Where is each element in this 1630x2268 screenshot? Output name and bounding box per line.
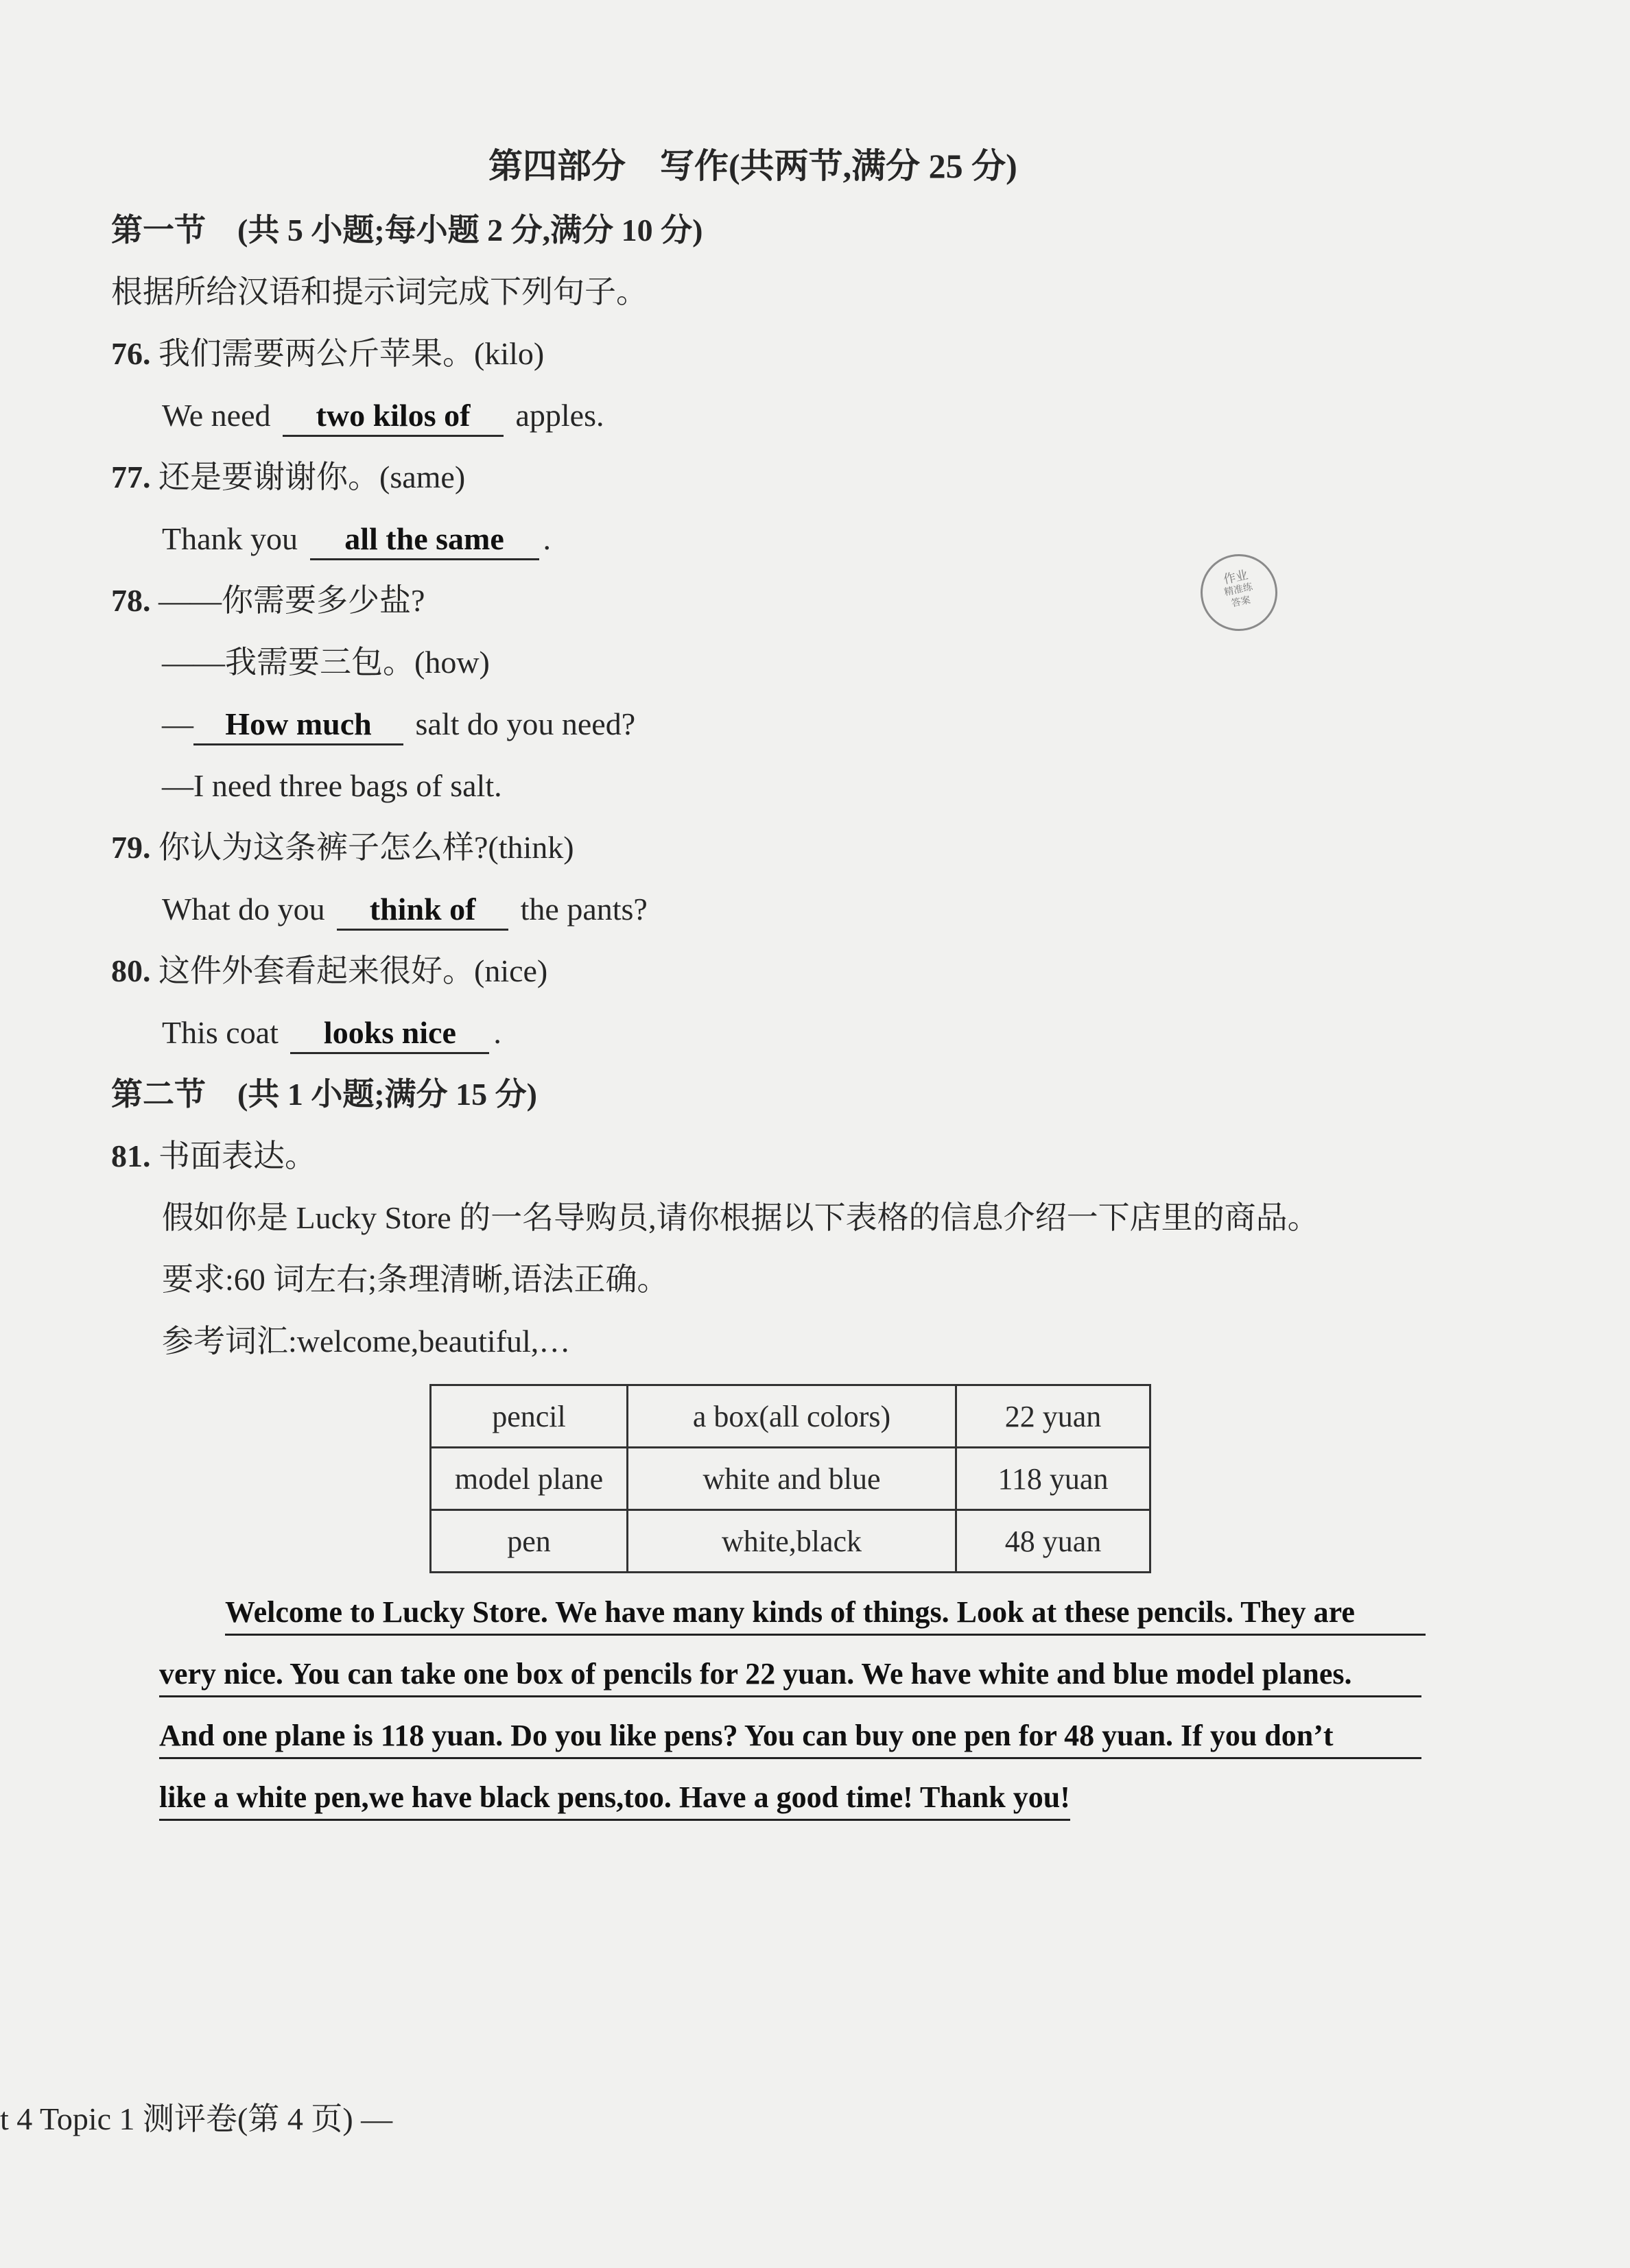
question-number: 76. [111, 336, 151, 371]
question-77-answer-line [162, 518, 551, 560]
question-78-prompt-2: ——我需要三包。(how) [162, 645, 490, 680]
table-cell: pencil [431, 1385, 628, 1448]
question-80-prompt [111, 951, 547, 992]
sentence-before: — [162, 706, 193, 741]
essay-line: Welcome to Lucky Store. We have many kinds of things. Look at these pencils. They are [225, 1591, 1426, 1636]
answer-blank[interactable]: looks nice [290, 1014, 489, 1054]
question-number: 77. [111, 459, 151, 494]
table-row [431, 1510, 1150, 1573]
stamp-text: 答案 [1230, 594, 1252, 610]
question-number: 81. [111, 1138, 151, 1173]
question-81-scenario: 假如你是 Lucky Store 的一名导购员,请你根据以下表格的信息介绍一下店里的商品。 [162, 1200, 1319, 1235]
table-cell: pen [431, 1510, 628, 1573]
question-text: 这件外套看起来很好。(nice) [158, 953, 548, 988]
question-81-prompt [111, 1136, 316, 1177]
sentence-before: This coat [162, 1015, 279, 1050]
question-number: 80. [111, 953, 151, 988]
question-79-prompt [111, 827, 574, 868]
question-78-prompt [111, 580, 425, 621]
answer-blank[interactable]: How much [193, 705, 403, 745]
part-title: 第四部分 写作(共两节,满分 25 分) [488, 147, 1017, 185]
page-footer: t 4 Topic 1 测评卷(第 4 页) — [0, 2101, 393, 2136]
section1-instruction: 根据所给汉语和提示词完成下列句子。 [111, 274, 648, 309]
question-81-vocabulary: 参考词汇:welcome,beautiful,… [162, 1324, 571, 1359]
question-77-prompt [111, 457, 465, 498]
essay-line: And one plane is 118 yuan. Do you like pens? You can buy one pen for 48 yuan. If you don’t [159, 1715, 1421, 1759]
question-76-answer-line [162, 395, 604, 437]
question-text: 还是要谢谢你。(same) [158, 459, 466, 494]
question-text: 你认为这条裤子怎么样?(think) [158, 830, 574, 865]
table-row [431, 1385, 1150, 1448]
question-76-prompt [111, 333, 544, 374]
question-text: 书面表达。 [158, 1138, 316, 1173]
stamp-text: 精准练 [1222, 581, 1254, 599]
sentence-after: . [493, 1015, 501, 1050]
sentence-before: We need [162, 398, 271, 433]
goods-table [429, 1384, 1151, 1573]
question-80-answer-line [162, 1012, 501, 1054]
stamp-text: 作业 [1222, 567, 1250, 588]
homework-stamp [1194, 547, 1285, 638]
sentence-after: salt do you need? [415, 706, 636, 741]
section2-title: 第二节 (共 1 小题;满分 15 分) [111, 1077, 537, 1112]
sentence-after: the pants? [520, 892, 648, 927]
sentence-before: Thank you [162, 521, 298, 556]
answer-blank[interactable]: think of [337, 890, 508, 931]
table-cell: white and blue [628, 1448, 956, 1510]
sentence-after: . [543, 521, 552, 556]
question-text: ——你需要多少盐? [158, 583, 425, 618]
question-78-reply: —I need three bags of salt. [162, 768, 502, 803]
answer-blank[interactable]: two kilos of [283, 396, 504, 437]
table-cell: 118 yuan [956, 1448, 1150, 1510]
table-cell: white,black [628, 1510, 956, 1573]
answer-blank[interactable]: all the same [310, 520, 539, 560]
table-row [431, 1448, 1150, 1510]
question-81-requirements: 要求:60 词左右;条理清晰,语法正确。 [162, 1262, 669, 1297]
table-cell: model plane [431, 1448, 628, 1510]
table-cell: 22 yuan [956, 1385, 1150, 1448]
question-78-answer-line [162, 704, 635, 745]
essay-line: very nice. You can take one box of pencils for 22 yuan. We have white and blue model planes. [159, 1653, 1421, 1697]
table-cell: a box(all colors) [628, 1385, 956, 1448]
section1-title: 第一节 (共 5 小题;每小题 2 分,满分 10 分) [111, 213, 703, 248]
question-text: 我们需要两公斤苹果。(kilo) [158, 336, 545, 371]
table-cell: 48 yuan [956, 1510, 1150, 1573]
question-number: 79. [111, 830, 151, 865]
sentence-before: What do you [162, 892, 325, 927]
question-79-answer-line [162, 889, 648, 931]
sentence-after: apples. [515, 398, 604, 433]
question-number: 78. [111, 583, 151, 618]
essay-line: like a white pen,we have black pens,too. Have a good time! Thank you! [159, 1776, 1070, 1821]
